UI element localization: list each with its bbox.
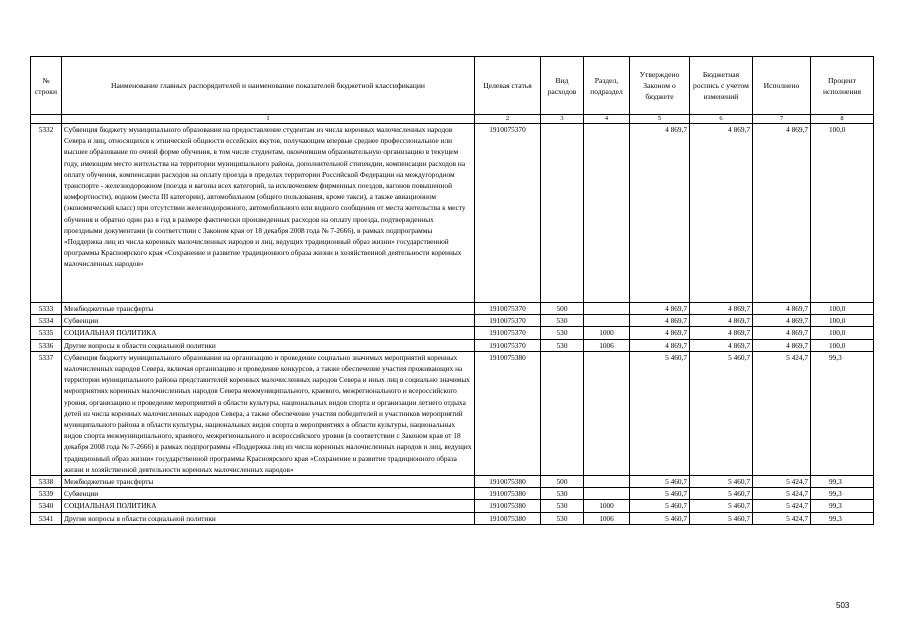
row-number: 5340 xyxy=(31,500,62,512)
row-approved: 5 460,7 xyxy=(630,488,690,500)
row-percent: 99,3 xyxy=(811,488,874,500)
row-expense-type xyxy=(541,124,584,303)
row-section xyxy=(584,476,630,488)
table-body xyxy=(31,124,874,525)
header-executed: Исполнено xyxy=(753,57,811,115)
row-executed: 4 869,7 xyxy=(753,327,811,339)
row-approved: 5 460,7 xyxy=(630,500,690,512)
header-target: Целевая статья xyxy=(475,57,541,115)
row-expense-type: 530 xyxy=(541,512,584,524)
row-name: Субвенция бюджету муниципального образования на организацию и проведение социально значимых мероприятий коренных малочисленных народов Севера, включая организацию и проведение конкурсов, а также обеспечение участия проживающих на территории муниципального района представителей коренных малочисленных народов Севера и иных лиц в социально значимых мероприятиях коренных малочисленных народов Севера межмуниципального, краевого, межрегионального и всероссийского уровня, организацию и проведение мероприятий в области культуры, национальных видов спорта и организации летнего отдыха детей из числа коренных малочисленных народов Севера, а также обеспечение участия победителей и участников мероприятий муниципального района в области культуры, национальных видов спорта в мероприятиях в области культуры, национальных видов спорта межмуниципального, краевого, межрегионального и всероссийского уровня (в соответствии с Законом края от 18 декабря 2008 года № 7-2666) в рамках подпрограммы «Поддержка лиц из числа коренных малочисленных народов и лиц, ведущих традиционный образ жизни» государственной программы Красноярского края «Сохранение и развитие традиционного образа жизни и хозяйственной деятельности коренных малочисленных народов» xyxy=(62,351,475,475)
row-approved: 4 869,7 xyxy=(630,315,690,327)
row-target: 1910075370 xyxy=(475,303,541,315)
row-expense-type: 500 xyxy=(541,303,584,315)
row-number: 5339 xyxy=(31,488,62,500)
row-target: 1910075380 xyxy=(475,351,541,475)
row-executed: 4 869,7 xyxy=(753,315,811,327)
row-expense-type: 530 xyxy=(541,339,584,351)
row-approved: 4 869,7 xyxy=(630,303,690,315)
row-percent: 99,3 xyxy=(811,512,874,524)
row-revised: 4 869,7 xyxy=(690,327,753,339)
column-number-row xyxy=(31,115,874,124)
row-number: 5341 xyxy=(31,512,62,524)
row-percent: 100,0 xyxy=(811,303,874,315)
page-number: 503 xyxy=(836,601,850,610)
table-row xyxy=(31,327,874,339)
header-section: Раздел, подраздел xyxy=(584,57,630,115)
row-name: Другие вопросы в области социальной политики xyxy=(62,339,475,351)
row-section xyxy=(584,315,630,327)
row-name: Межбюджетные трансферты xyxy=(62,303,475,315)
row-revised: 5 460,7 xyxy=(690,476,753,488)
row-approved: 5 460,7 xyxy=(630,512,690,524)
column-number: 1 xyxy=(62,115,475,124)
row-number: 5336 xyxy=(31,339,62,351)
table-row xyxy=(31,351,874,475)
row-expense-type: 530 xyxy=(541,315,584,327)
row-target: 1910075380 xyxy=(475,500,541,512)
header-approved: Утверждено Законом о бюджете xyxy=(630,57,690,115)
row-approved: 5 460,7 xyxy=(630,476,690,488)
row-executed: 5 424,7 xyxy=(753,500,811,512)
row-revised: 4 869,7 xyxy=(690,339,753,351)
budget-table xyxy=(30,56,874,525)
table-row xyxy=(31,488,874,500)
row-number: 5332 xyxy=(31,124,62,303)
row-percent: 99,3 xyxy=(811,500,874,512)
row-target: 1910075380 xyxy=(475,512,541,524)
row-section: 1000 xyxy=(584,500,630,512)
row-name: СОЦИАЛЬНАЯ ПОЛИТИКА xyxy=(62,327,475,339)
row-executed: 5 424,7 xyxy=(753,512,811,524)
header-row-no: № строки xyxy=(31,57,62,115)
row-expense-type: 530 xyxy=(541,500,584,512)
row-expense-type: 530 xyxy=(541,488,584,500)
row-expense-type: 530 xyxy=(541,327,584,339)
row-expense-type: 500 xyxy=(541,476,584,488)
row-name: Межбюджетные трансферты xyxy=(62,476,475,488)
row-revised: 4 869,7 xyxy=(690,303,753,315)
row-number: 5333 xyxy=(31,303,62,315)
row-section xyxy=(584,488,630,500)
row-section xyxy=(584,124,630,303)
row-percent: 100,0 xyxy=(811,327,874,339)
table-row xyxy=(31,500,874,512)
row-name: Субвенции xyxy=(62,315,475,327)
column-number: 4 xyxy=(584,115,630,124)
row-approved: 4 869,7 xyxy=(630,327,690,339)
row-percent: 99,3 xyxy=(811,351,874,475)
row-expense-type xyxy=(541,351,584,475)
row-revised: 4 869,7 xyxy=(690,315,753,327)
row-revised: 5 460,7 xyxy=(690,351,753,475)
row-target: 1910075380 xyxy=(475,476,541,488)
row-number: 5338 xyxy=(31,476,62,488)
row-percent: 100,0 xyxy=(811,315,874,327)
row-percent: 99,3 xyxy=(811,476,874,488)
row-section: 1006 xyxy=(584,512,630,524)
row-target: 1910075370 xyxy=(475,315,541,327)
row-revised: 5 460,7 xyxy=(690,488,753,500)
row-section: 1006 xyxy=(584,339,630,351)
row-executed: 4 869,7 xyxy=(753,339,811,351)
header-name: Наименование главных распорядителей и наименование показателей бюджетной классификации xyxy=(62,57,475,115)
table-row xyxy=(31,315,874,327)
column-number: 2 xyxy=(475,115,541,124)
row-percent: 100,0 xyxy=(811,339,874,351)
row-executed: 5 424,7 xyxy=(753,476,811,488)
row-target: 1910075370 xyxy=(475,124,541,303)
table-row xyxy=(31,476,874,488)
row-number: 5337 xyxy=(31,351,62,475)
row-revised: 5 460,7 xyxy=(690,500,753,512)
row-section xyxy=(584,303,630,315)
row-target: 1910075370 xyxy=(475,339,541,351)
row-approved: 4 869,7 xyxy=(630,124,690,303)
table-row xyxy=(31,339,874,351)
header-revised: Бюджетная роспись с учетом изменений xyxy=(690,57,753,115)
header-percent: Процент исполнения xyxy=(811,57,874,115)
table-row xyxy=(31,303,874,315)
row-name: СОЦИАЛЬНАЯ ПОЛИТИКА xyxy=(62,500,475,512)
row-name: Субвенции xyxy=(62,488,475,500)
row-percent: 100,0 xyxy=(811,124,874,303)
table-header-row xyxy=(31,57,874,115)
row-number: 5335 xyxy=(31,327,62,339)
row-approved: 4 869,7 xyxy=(630,339,690,351)
table-row xyxy=(31,512,874,524)
column-number: 3 xyxy=(541,115,584,124)
column-number: 8 xyxy=(811,115,874,124)
row-section xyxy=(584,351,630,475)
row-revised: 5 460,7 xyxy=(690,512,753,524)
column-number: 6 xyxy=(690,115,753,124)
column-number: 5 xyxy=(630,115,690,124)
row-target: 1910075370 xyxy=(475,327,541,339)
column-number-blank xyxy=(31,115,62,124)
row-number: 5334 xyxy=(31,315,62,327)
row-name: Субвенция бюджету муниципального образования на предоставление студентам из числа коренных малочисленных народов Севера и лиц, относящихся к этнической общности ессейских якутов, получающим впервые среднее профессиональное или высшее образование по очной форме обучения, в том числе студентам, окончившим образовательную организацию в текущем году, имеющим место жительства на территории муниципального района, дополнительной стипендии, компенсации расходов на оплату обучения, компенсации расходов на оплату проезда в пределах территории Российской Федерации на междугородном транспорте - железнодорожном (поезда и вагоны всех категорий, за исключением фирменных поездов, вагонов повышенной комфортности), водном (места III категории), автомобильном (общего пользования, кроме такси), а также авиационном (экономический класс) при отсутствии железнодорожного, автомобильного или водного сообщения от места жительства к месту обучения и обратно один раз в год в размере фактически произведенных расходов на оплату проезда, подтвержденных проездными документами (в соответствии с Законом края от 18 декабря 2008 года № 7-2666), в рамках подпрограммы «Поддержка лиц из числа коренных малочисленных народов и лиц, ведущих традиционный образ жизни» государственной программы Красноярского края «Сохранение и развитие традиционного образа жизни и хозяйственной деятельности коренных малочисленных народов» xyxy=(62,124,475,303)
row-executed: 5 424,7 xyxy=(753,351,811,475)
table-row xyxy=(31,124,874,303)
row-executed: 4 869,7 xyxy=(753,124,811,303)
row-approved: 5 460,7 xyxy=(630,351,690,475)
row-revised: 4 869,7 xyxy=(690,124,753,303)
row-executed: 5 424,7 xyxy=(753,488,811,500)
row-target: 1910075380 xyxy=(475,488,541,500)
column-number: 7 xyxy=(753,115,811,124)
header-expense-type: Вид расходов xyxy=(541,57,584,115)
row-name: Другие вопросы в области социальной политики xyxy=(62,512,475,524)
row-section: 1000 xyxy=(584,327,630,339)
row-executed: 4 869,7 xyxy=(753,303,811,315)
